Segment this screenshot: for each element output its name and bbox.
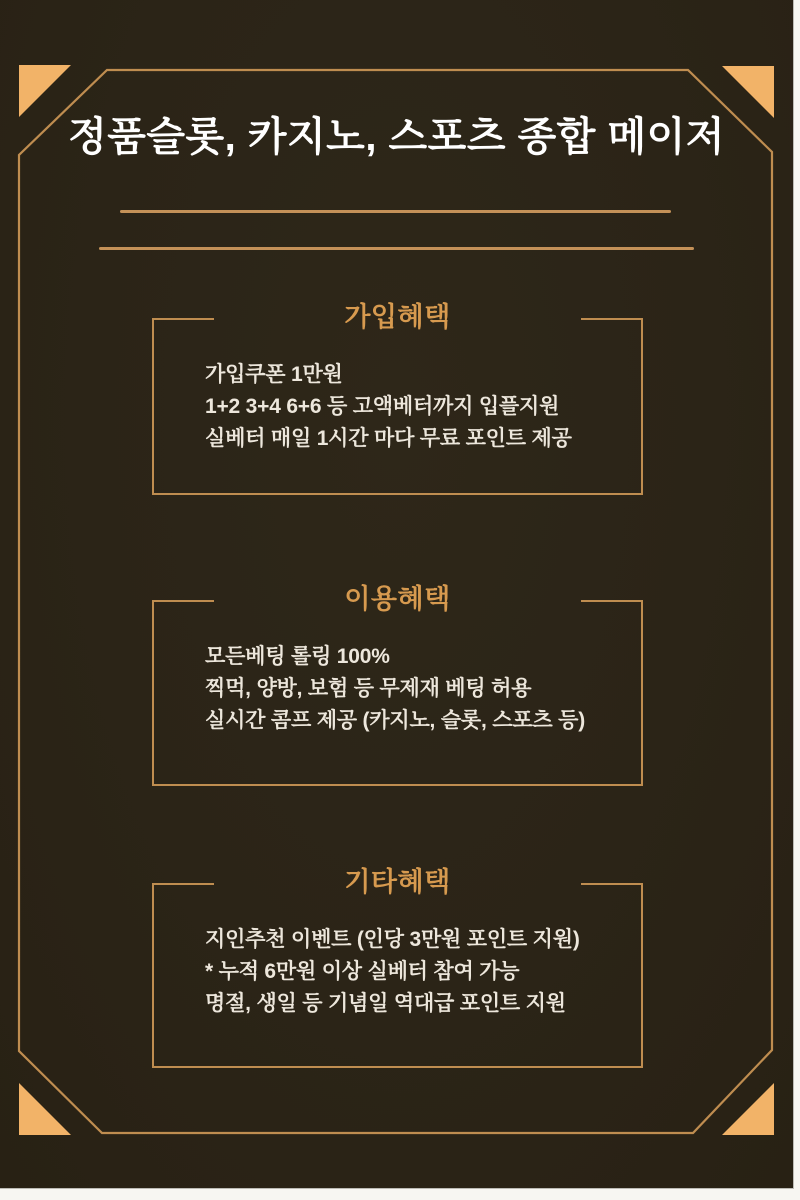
section-heading-usage: 이용혜택 [344, 584, 451, 614]
benefit-line: 지인추천 이벤트 (인당 3만원 포인트 지원) [205, 928, 580, 951]
benefit-line: 명절, 생일 등 기념일 역대급 포인트 지원 [205, 992, 566, 1015]
benefit-line: 찍먹, 양방, 보험 등 무제재 베팅 허용 [205, 677, 532, 700]
benefit-lines [205, 641, 631, 737]
benefit-lines [205, 359, 631, 455]
poster-title: 정품슬롯, 카지노, 스포츠 종합 메이저 [68, 115, 725, 159]
benefit-box-other [152, 867, 643, 1068]
benefit-box-usage [152, 584, 643, 786]
benefit-line: 1+2 3+4 6+6 등 고액베터까지 입플지원 [205, 395, 560, 418]
benefit-line: 실베터 매일 1시간 마다 무료 포인트 제공 [205, 427, 572, 450]
title-underline-1 [120, 210, 671, 213]
benefit-line: * 누적 6만원 이상 실베터 참여 가능 [205, 960, 520, 983]
benefit-line: 가입쿠폰 1만원 [205, 363, 343, 386]
corner-triangle-bottom-right-icon [722, 1083, 774, 1135]
section-heading-other: 기타혜택 [344, 867, 451, 897]
benefit-box-signup [152, 302, 643, 495]
title-underline-2 [99, 247, 694, 250]
benefit-lines [205, 924, 631, 1020]
benefit-line: 모든베팅 롤링 100% [205, 645, 390, 668]
corner-triangle-bottom-left-icon [19, 1083, 71, 1135]
benefit-line: 실시간 콤프 제공 (카지노, 슬롯, 스포츠 등) [205, 709, 586, 732]
section-heading-signup: 가입혜택 [344, 302, 451, 332]
